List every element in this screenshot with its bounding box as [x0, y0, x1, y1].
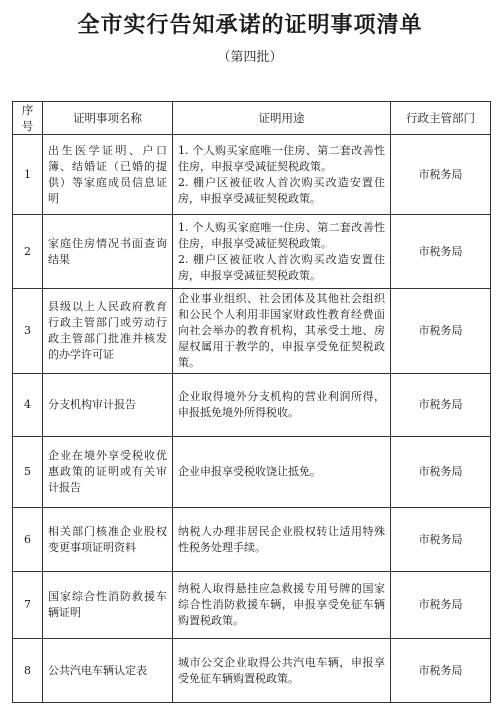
use-item: 1. 个人购买家庭唯一住房、第二套改善性住房，申报享受减征契税政策。 — [178, 143, 385, 173]
certificate-name: 家庭住房情况书面查询结果 — [43, 215, 173, 289]
department: 市税务局 — [391, 374, 491, 437]
use-item: 企业事业组织、社会团体及其他社会组织和公民个人利用非国家财政性教育经费面向社会举办的教育机构，其承受土地、房屋权属用于教学的，申报享受免征契税政策。 — [178, 292, 385, 369]
certificate-use — [173, 374, 391, 437]
certificate-use — [173, 437, 391, 508]
table-row — [13, 572, 491, 639]
department: 市税务局 — [391, 572, 491, 639]
table-row — [13, 639, 491, 703]
table-row — [13, 374, 491, 437]
table-row — [13, 437, 491, 508]
certificate-use — [173, 135, 391, 215]
row-number: 4 — [13, 374, 43, 437]
table-row — [13, 215, 491, 289]
use-item: 1. 个人购买家庭唯一住房、第二套改善性住房，申报享受减征契税政策。 — [178, 220, 385, 250]
certificate-name: 分支机构审计报告 — [43, 374, 173, 437]
certificate-list-table — [12, 101, 491, 703]
department: 市税务局 — [391, 135, 491, 215]
certificate-use — [173, 289, 391, 374]
row-number: 1 — [13, 135, 43, 215]
header-seq: 序号 — [13, 102, 43, 135]
table-row — [13, 508, 491, 572]
certificate-name: 出生医学证明、户口簿、结婚证（已婚的提供）等家庭成员信息证明 — [43, 135, 173, 215]
table-row — [13, 289, 491, 374]
use-item: 2. 棚户区被征收人首次购买改造安置住房，申报享受减征契税政策。 — [178, 175, 385, 205]
certificate-use — [173, 215, 391, 289]
table-header-row — [13, 102, 491, 135]
row-number: 6 — [13, 508, 43, 572]
certificate-name: 企业在境外享受税收优惠政策的证明或有关审计报告 — [43, 437, 173, 508]
use-item: 城市公交企业取得公共汽电车辆，申报享受免征车辆购置税政策。 — [178, 655, 385, 685]
certificate-name: 相关部门核准企业股权变更事项证明资料 — [43, 508, 173, 572]
use-item: 2. 棚户区被征收人首次购买改造安置住房，申报享受减征契税政策。 — [178, 252, 385, 282]
header-dept: 行政主管部门 — [391, 102, 491, 135]
page-title: 全市实行告知承诺的证明事项清单 — [77, 12, 423, 38]
department: 市税务局 — [391, 215, 491, 289]
department: 市税务局 — [391, 289, 491, 374]
certificate-use — [173, 508, 391, 572]
header-use: 证明用途 — [173, 102, 391, 135]
certificate-name: 县级以上人民政府教育行政主管部门或劳动行政主管部门批准并核发的办学许可证 — [43, 289, 173, 374]
use-item: 企业取得境外分支机构的营业利润所得，申报抵免境外所得税收。 — [178, 390, 385, 419]
page-subtitle: （第四批） — [217, 50, 283, 65]
certificate-use — [173, 639, 391, 703]
department: 市税务局 — [391, 437, 491, 508]
table-body — [13, 135, 491, 703]
row-number: 3 — [13, 289, 43, 374]
row-number: 7 — [13, 572, 43, 639]
certificate-use — [173, 572, 391, 639]
table-row — [13, 135, 491, 215]
department: 市税务局 — [391, 639, 491, 703]
certificate-name: 公共汽电车辆认定表 — [43, 639, 173, 703]
certificate-name: 国家综合性消防救援车辆证明 — [43, 572, 173, 639]
header-name: 证明事项名称 — [43, 102, 173, 135]
row-number: 5 — [13, 437, 43, 508]
row-number: 8 — [13, 639, 43, 703]
use-item: 纳税人取得悬挂应急救援专用号牌的国家综合性消防救援车辆，申报享受免征车辆购置税政策。 — [178, 582, 385, 627]
row-number: 2 — [13, 215, 43, 289]
department: 市税务局 — [391, 508, 491, 572]
use-item: 纳税人办理非居民企业股权转让适用特殊性税务处理手续。 — [178, 524, 385, 554]
use-item: 企业申报享受税收饶让抵免。 — [178, 465, 321, 478]
